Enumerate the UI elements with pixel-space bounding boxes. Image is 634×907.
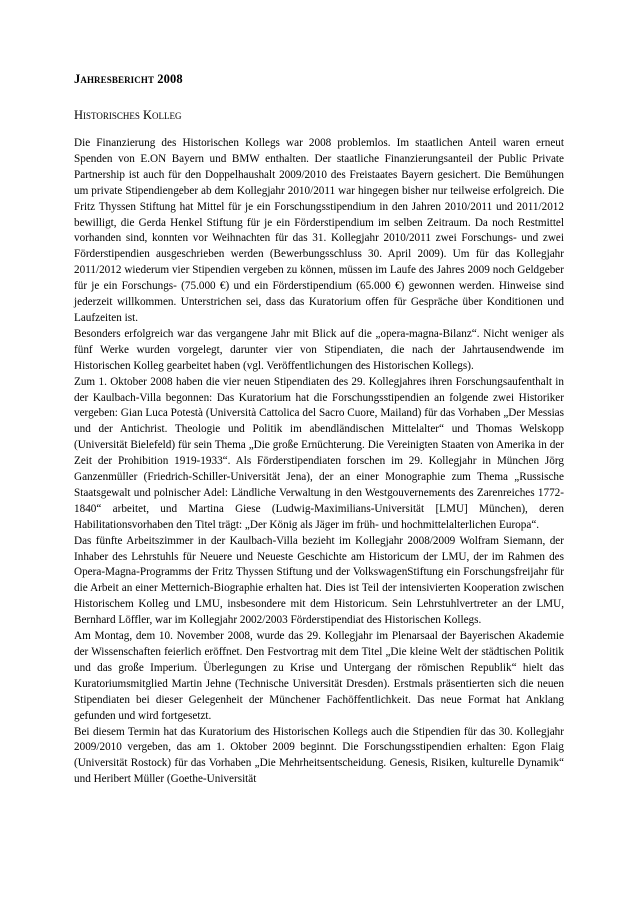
- document-body: [74, 136, 564, 788]
- section-heading: Historisches Kolleg: [74, 108, 182, 122]
- paragraph-opera-magna: Besonders erfolgreich war das vergangene Jahr mit Blick auf die „opera-magna-Bilanz“. Nicht weniger als fünf Werke wurden vorgelegt, darunter vier von Stipendiaten, die nach der Jahrtausendwende im Historischen Kolleg gearbeitet haben (vgl. Veröffentlichungen des Historischen Kollegs).: [74, 327, 564, 372]
- document-title: Jahresbericht 2008: [74, 72, 183, 86]
- paragraph-next-year: Bei diesem Termin hat das Kuratorium des Historischen Kollegs auch die Stipendien für das 30. Kollegjahr 2009/2010 vergeben, das am 1. Oktober 2009 beginnt. Die Forschungsstipendien erhalten: Egon Flaig (Universität Rostock) für das Vorhaben „Die Mehrheitsentscheidung. Genesis, Risiken, kulturelle Dynamik“ und Heribert Müller (Goethe-Universität: [74, 725, 564, 786]
- paragraph-opening: Am Montag, dem 10. November 2008, wurde das 29. Kollegjahr im Plenarsaal der Bayerischen Akademie der Wissenschaften feierlich eröffnet. Den Festvortrag mit dem Titel „Die kleine Welt der städtischen Politik und das große Imperium. Überlegungen zu Krise und Untergang der römischen Republik“ hielt das Kuratoriumsmitglied Martin Jehne (Technische Universität Dresden). Erstmals präsentierten sich die neuen Stipendiaten bei dieser Gelegenheit der Münchener Fachöffentlichkeit. Das neue Format hat Anklang gefunden und wird fortgesetzt.: [74, 630, 564, 722]
- paragraph-fifth-room: Das fünfte Arbeitszimmer in der Kaulbach-Villa bezieht im Kollegjahr 2008/2009 Wolfram Siemann, der Inhaber des Lehrstuhls für Neuere und Neueste Geschichte am Historicum der LMU, der im Rahmen des Opera-Magna-Programms der Fritz Thyssen Stiftung und der VolkswagenStiftung ein Forschungsfreijahr für die Arbeit an einer Metternich-Biographie erhalten hat. Dies ist Teil der intensivierten Kooperation zwischen Historischem Kolleg und LMU, insbesondere mit dem Historicum. Sein Lehrstuhlvertreter an der LMU, Bernhard Löffler, war im Kollegjahr 2002/2003 Förderstipendiat des Historischen Kollegs.: [74, 534, 564, 627]
- paragraph-financing: Die Finanzierung des Historischen Kollegs war 2008 problemlos. Im staatlichen Anteil waren erneut Spenden von E.ON Bayern und BMW enthalten. Der staatliche Finanzierungsanteil der Public Private Partnership ist auch für den Doppelhaushalt 2009/2010 des Freistaates Bayern gesichert. Die Bemühungen um private Stipendiengeber ab dem Kollegjahr 2010/2011 war hingegen bisher nur teilweise erfolgreich. Die Fritz Thyssen Stiftung hat Mittel für je ein Forschungsstipendium in den Jahren 2010/2011 und 2011/2012 bewilligt, die Gerda Henkel Stiftung für je ein Förderstipendium im selben Zeitraum. Da noch Restmittel vorhanden sind, konnten vor Weihnachten für das 31. Kollegjahr 2010/2011 zwei Forschungs- und zwei Förderstipendien ausgeschrieben werden (Bewerbungsschluss 30. April 2009). Um für das Kollegjahr 2011/2012 wiederum vier Stipendien vergeben zu können, müssen im Laufe des Jahres 2009 noch Geldgeber für je ein Forschungs- (75.000 €) und ein Förderstipendium (65.000 €) gewonnen werden. Hinweise sind jederzeit willkommen. Unterstrichen sei, dass das Kuratorium offen für Gespräche über Konditionen und Laufzeiten ist.: [74, 137, 564, 324]
- paragraph-new-fellows: Zum 1. Oktober 2008 haben die vier neuen Stipendiaten des 29. Kollegjahres ihren Forschungsaufenthalt in der Kaulbach-Villa begonnen: Das Kuratorium hat die Forschungsstipendien an folgende zwei Historiker vergeben: Gian Luca Potestà (Università Cattolica del Sacro Cuore, Mailand) für das Vorhaben „Der Messias und der Antichrist. Theologie und Politik im abendländischen Mittelalter“ und Thomas Welskopp (Universität Bielefeld) für sein Thema „Die große Ernüchterung. Die Vereinigten Staaten von Amerika in der Zeit der Prohibition 1919-1933“. Als Förderstipendiaten forschen im 29. Kollegjahr in München Jörg Ganzenmüller (Friedrich-Schiller-Universität Jena), der an einer Monographie zum Thema „Russische Staatsgewalt und polnischer Adel: Ländliche Verwaltung in den Westgouvernements des Zarenreiches 1772-1840“ arbeitet, und Martina Giese (Ludwig-Maximilians-Universität [LMU] München), deren Habilitationsvorhaben den Titel trägt: „Der König als Jäger im früh- und hochmittelalterlichen Europa“.: [74, 375, 564, 531]
